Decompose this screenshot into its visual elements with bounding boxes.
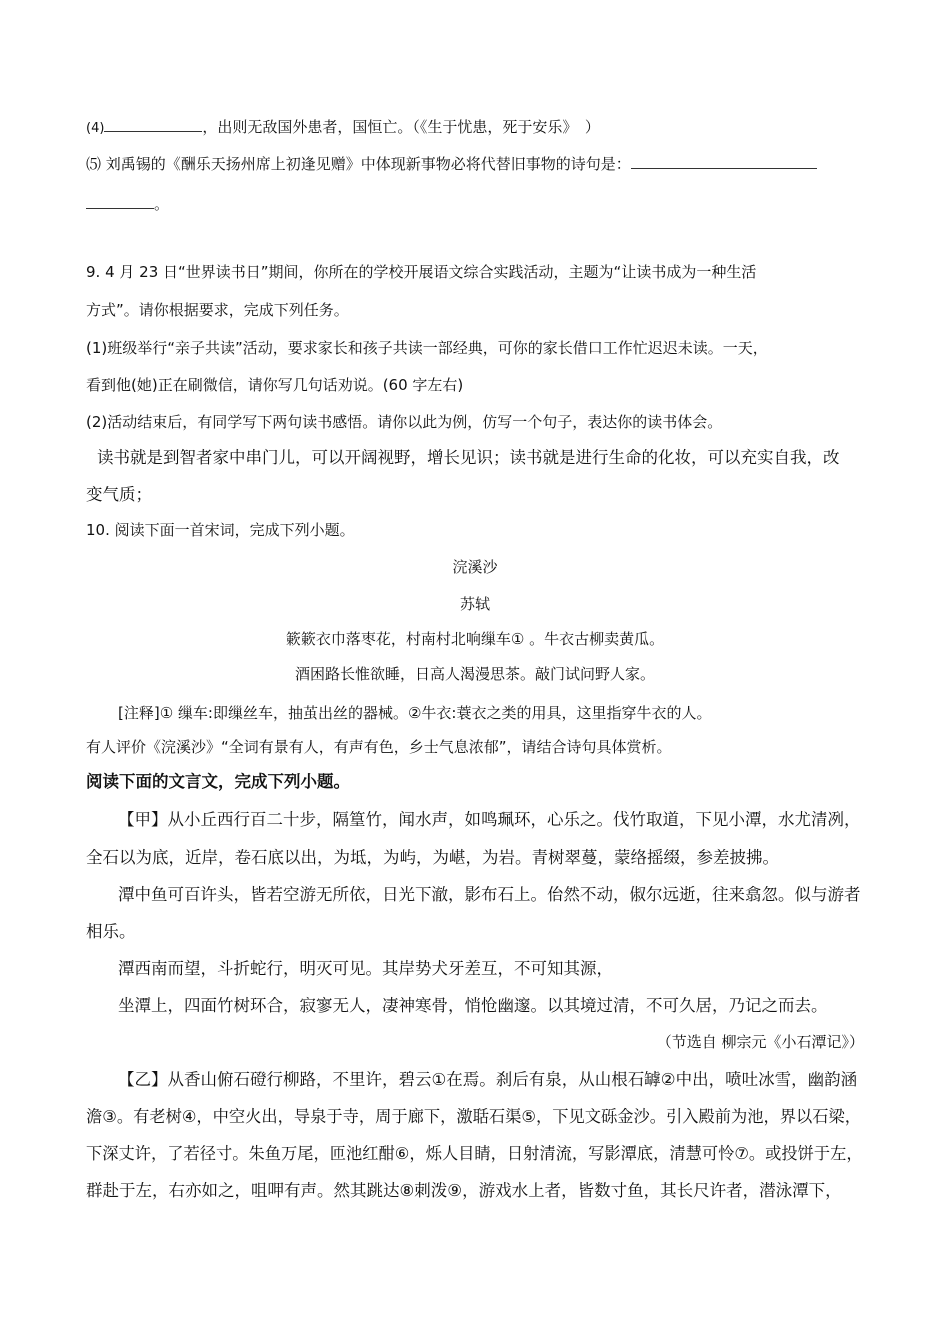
- q9-task1-line2: 看到他(她)正在刷微信，请你写几句话劝说。(60 字左右): [86, 376, 464, 394]
- q9-example-line1: 读书就是到智者家中串门儿，可以开阔视野，增长见识；读书就是进行生命的化妆，可以充实自我，改: [97, 448, 840, 467]
- q8-item5-cont: [86, 194, 169, 214]
- yi-line4: 群赴于左，右亦如之，咀呷有声。然其跳达⑧刺泼⑨，游戏水上者，皆数寸鱼，其长尺许者，潜泳潭下，: [86, 1181, 842, 1200]
- q8-item4-text: ，出则无敌国外患者，国恒亡。（《生于忧患，死于安乐》 ）: [202, 118, 600, 136]
- jia-p4: 坐潭上，四面竹树环合，寂寥无人，凄神寒骨，悄怆幽邃。以其境过清，不可久居，乃记之而去。: [118, 996, 828, 1015]
- jia-source: （节选自 柳宗元《小石潭记》）: [656, 1033, 864, 1051]
- yi-line3: 下深丈许，了若径寸。朱鱼万尾，匝池红酣⑥，烁人目睛，日射清流，写影潭底，清慧可怜⑦。或投饼于左，: [86, 1144, 863, 1163]
- jia-p2-line1: 潭中鱼可百许头，皆若空游无所依，日光下澈，影布石上。佁然不动，俶尔远逝，往来翕忽。似与游者: [118, 885, 861, 904]
- yi-line2: 澹③。有老树④，中空火出，导泉于寺，周于廊下，激聒石渠⑤，下见文砾金沙。引入殿前为池，界以石梁，: [86, 1107, 861, 1126]
- q8-item4: [86, 117, 600, 139]
- jia-p3: 潭西南而望，斗折蛇行，明灭可见。其岸势犬牙差互，不可知其源，: [118, 959, 613, 978]
- q10-question: 有人评价《浣溪沙》“全词有景有人，有声有色，乡士气息浓郁”，请结合诗句具体赏析。: [86, 738, 672, 756]
- q8-item5: [86, 154, 817, 174]
- poem-author: 苏轼: [459, 595, 490, 613]
- jia-p2-line2: 相乐。: [86, 922, 136, 941]
- jia-p1-line2: 全石以为底，近岸，卷石底以出，为坻，为屿，为嵁，为岩。青树翠蔓，蒙络摇缀，参差披拂。: [86, 848, 779, 867]
- q9-line1: 9. 4 月 23 日“世界读书日”期间，你所在的学校开展语文综合实践活动，主题为“让读书成为一种生活: [86, 263, 757, 281]
- poem-line2: 酒困路长惟欲睡，日高人渴漫思茶。敲门试问野人家。: [294, 665, 655, 683]
- q9-task2: (2)活动结束后，有同学写下两句读书感悟。请你以此为例，仿写一个句子，表达你的读书体会。: [86, 413, 723, 431]
- poem-title: 浣溪沙: [452, 558, 498, 576]
- q8-item4-number: (4): [86, 121, 105, 136]
- q8-item5-end: 。: [154, 195, 170, 213]
- q10-intro: 10. 阅读下面一首宋词，完成下列小题。: [86, 521, 355, 539]
- q9-example-line2: 变气质；: [86, 485, 152, 504]
- answer-blank-5a[interactable]: [631, 154, 817, 169]
- answer-blank-5b[interactable]: [86, 194, 154, 209]
- poem-note: [注释]① 缫车:即缫丝车，抽茧出丝的器械。②牛衣:蓑衣之类的用具，这里指穿牛衣的人。: [118, 704, 712, 722]
- q9-task1-line1: (1)班级举行“亲子共读”活动，要求家长和孩子共读一部经典，可你的家长借口工作忙迟迟未读。一天，: [86, 339, 768, 357]
- answer-blank-4[interactable]: [104, 117, 202, 132]
- yi-line1: 【乙】从香山俯石磴行柳路，不里许，碧云①在焉。刹后有泉，从山根石罅②中出，喷吐冰雪，幽韵涵: [118, 1070, 858, 1089]
- classical-heading: 阅读下面的文言文，完成下列小题。: [86, 772, 350, 791]
- poem-line1: 簌簌衣巾落枣花，村南村北响缫车① 。牛衣古柳卖黄瓜。: [285, 630, 665, 648]
- q8-item5-text: ⑸ 刘禹锡的《酬乐天扬州席上初逢见赠》中体现新事物必将代替旧事物的诗句是：: [86, 155, 631, 173]
- jia-p1-line1: 【甲】从小丘西行百二十步，隔篁竹，闻水声，如鸣珮环，心乐之。伐竹取道，下见小潭，水尤清冽，: [118, 810, 861, 829]
- q9-line2: 方式”。请你根据要求，完成下列任务。: [86, 301, 349, 319]
